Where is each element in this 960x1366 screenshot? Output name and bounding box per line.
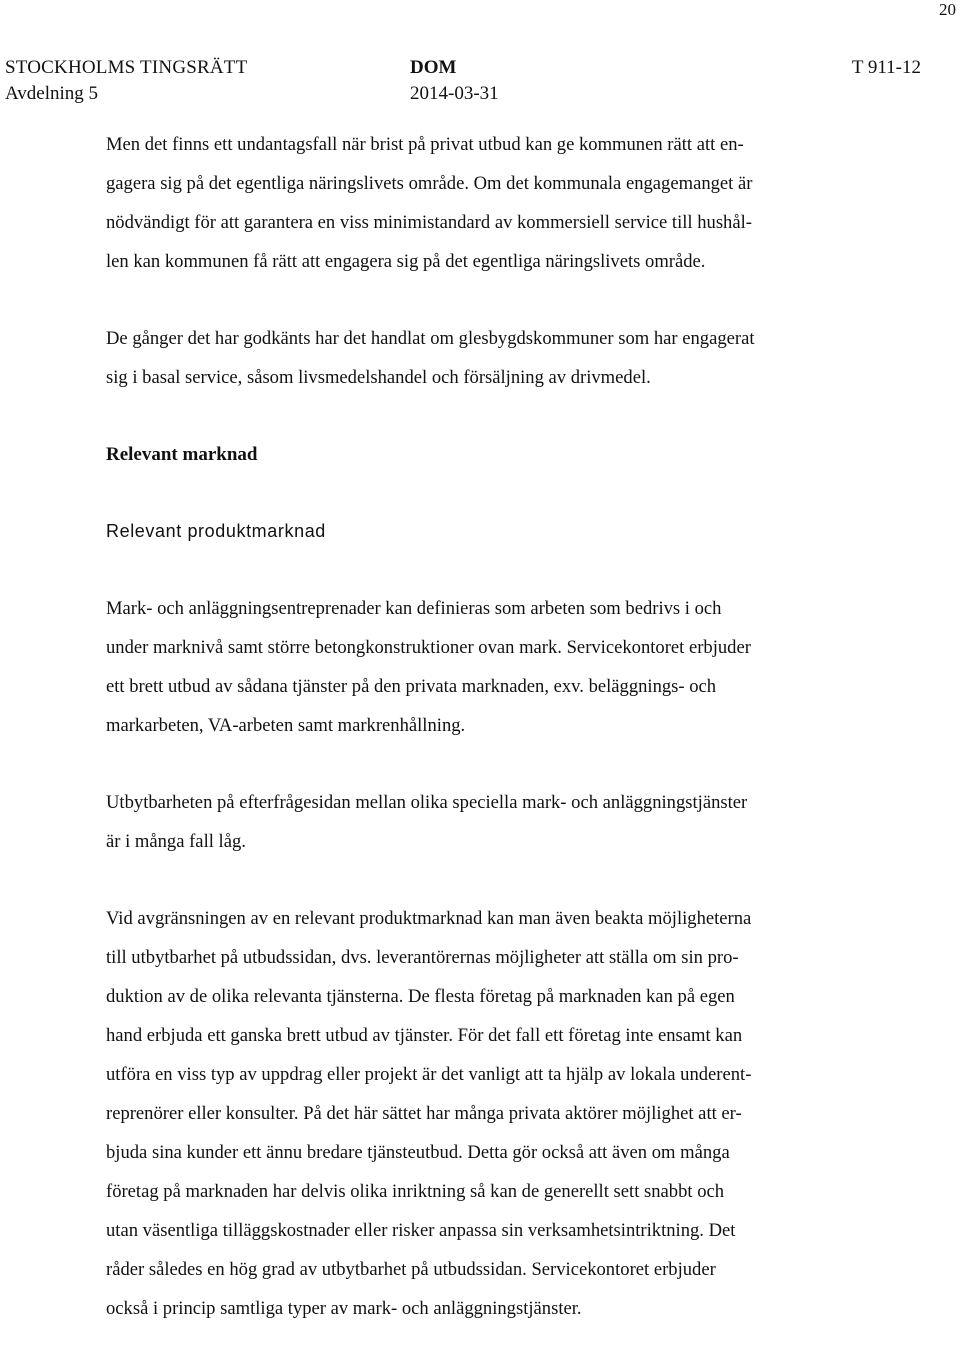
text-line: ett brett utbud av sådana tjänster på den privata marknaden, exv. beläggnings- och <box>106 676 717 697</box>
text-line: utföra en viss typ av uppdrag eller projekt är det vanligt att ta hjälp av lokala underent- <box>106 1064 752 1085</box>
text-line: utan väsentliga tilläggskostnader eller risker anpassa sin verksamhetsintriktning. Det <box>106 1220 736 1241</box>
document-type: DOM <box>410 57 457 78</box>
case-number: T 911-12 <box>851 57 921 78</box>
text-line: bjuda sina kunder ett ännu bredare tjänsteutbud. Detta gör också att även om många <box>106 1142 730 1163</box>
header-case-block <box>852 55 921 81</box>
text-line: företag på marknaden har delvis olika inriktning så kan de generellt sett snabbt och <box>106 1181 725 1202</box>
section-heading: Relevant marknad <box>106 444 258 465</box>
text-line: hand erbjuda ett ganska brett utbud av tjänster. För det fall ett företag inte ensamt kan <box>106 1025 743 1046</box>
paragraph-municipal-exception <box>106 125 906 281</box>
section-subheading: Relevant produktmarknad <box>106 521 326 541</box>
text-line: sig i basal service, såsom livsmedelshandel och försäljning av drivmedel. <box>106 367 651 388</box>
text-line: till utbytbarhet på utbudssidan, dvs. leverantörernas möjligheter att ställa om sin pro- <box>106 947 739 968</box>
department: Avdelning 5 <box>5 83 99 104</box>
text-line: duktion av de olika relevanta tjänsterna. De flesta företag på marknaden kan på egen <box>106 986 735 1007</box>
document-body <box>106 125 906 1366</box>
text-line: Mark- och anläggningsentreprenader kan definieras som arbeten som bedrivs i och <box>106 598 722 619</box>
text-line: också i princip samtliga typer av mark- och anläggningstjänster. <box>106 1298 582 1319</box>
text-line: är i många fall låg. <box>106 831 246 852</box>
text-line: gagera sig på det egentliga näringslivets område. Om det kommunala engagemanget är <box>106 173 753 194</box>
text-line: Men det finns ett undantagsfall när brist på privat utbud kan ge kommunen rätt att en- <box>106 134 744 155</box>
text-line: Vid avgränsningen av en relevant produktmarknad kan man även beakta möjligheterna <box>106 908 752 929</box>
document-header <box>5 55 955 107</box>
text-line: råder således en hög grad av utbytbarhet på utbudssidan. Servicekontoret erbjuder <box>106 1259 716 1280</box>
text-line: nödvändigt för att garantera en viss minimistandard av kommersiell service till hushål- <box>106 212 752 233</box>
paragraph-rural-municipalities <box>106 319 906 397</box>
text-line: len kan kommunen få rätt att engagera sig på det egentliga näringslivets område. <box>106 251 706 272</box>
text-line: under marknivå samt större betongkonstruktioner ovan mark. Servicekontoret erbjuder <box>106 637 751 658</box>
paragraph-demand-substitutability <box>106 783 906 861</box>
header-court-block <box>5 55 247 107</box>
document-date: 2014-03-31 <box>410 83 499 104</box>
text-line: markarbeten, VA-arbeten samt markrenhållning. <box>106 715 466 736</box>
text-line: reprenörer eller konsulter. På det här sättet har många privata aktörer möjlighet att er- <box>106 1103 742 1124</box>
paragraph-supply-substitutability <box>106 899 906 1328</box>
text-line: De gånger det har godkänts har det handlat om glesbygdskommuner som har engagerat <box>106 328 755 349</box>
text-line: Utbytbarheten på efterfrågesidan mellan olika speciella mark- och anläggningstjänster <box>106 792 748 813</box>
paragraph-ground-works-definition <box>106 589 906 745</box>
header-doc-block <box>410 55 499 107</box>
court-name: STOCKHOLMS TINGSRÄTT <box>5 57 248 78</box>
page-number: 20 <box>939 0 956 19</box>
